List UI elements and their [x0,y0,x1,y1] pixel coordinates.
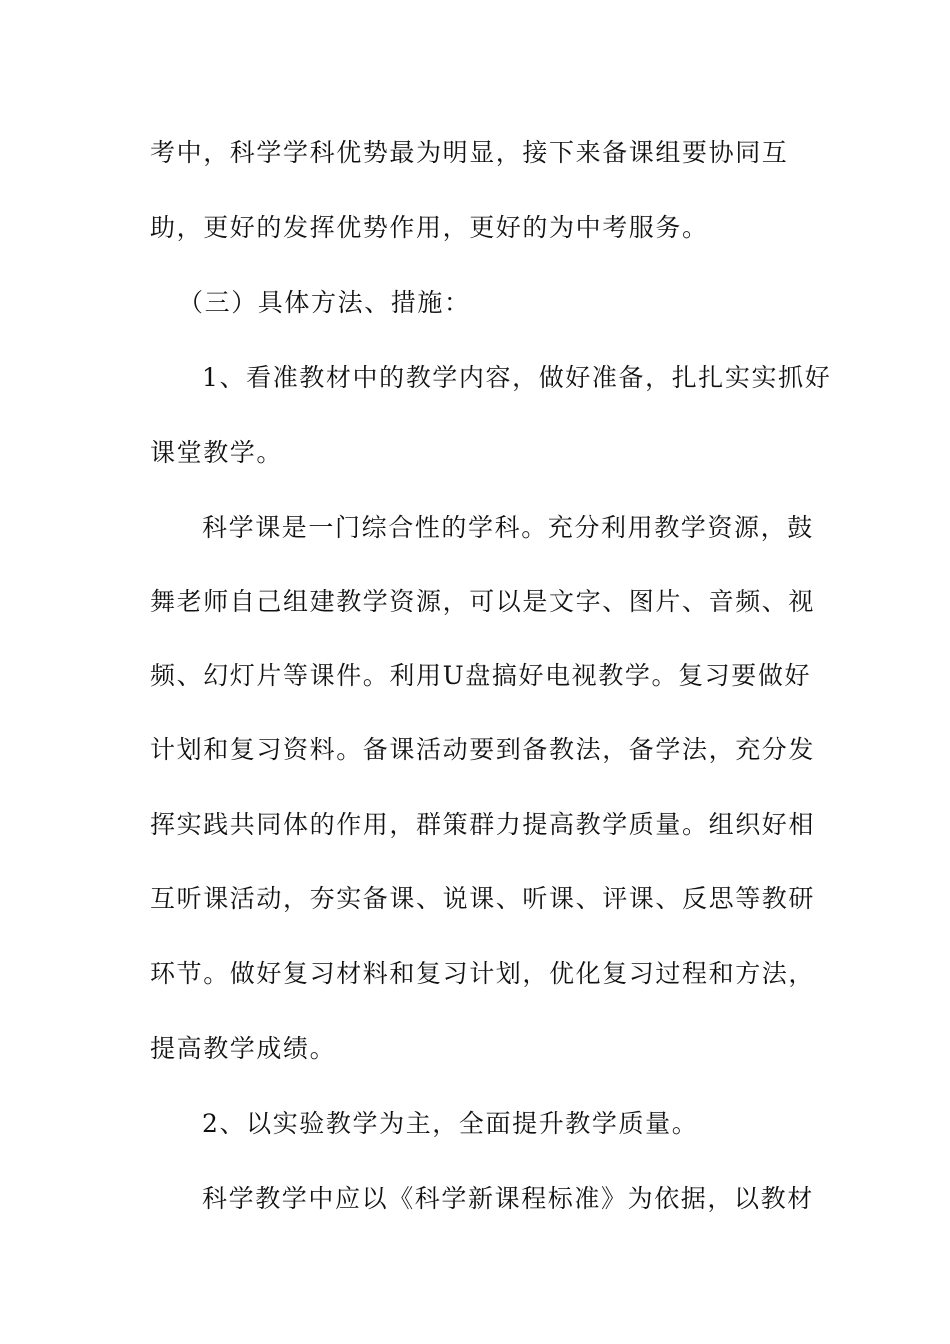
text-line: 舞老师自己组建教学资源，可以是文字、图片、音频、视 [150,587,816,616]
text-line: 计划和复习资料。备课活动要到备教法，备学法，充分发 [150,735,816,764]
text-line: 挥实践共同体的作用，群策群力提高教学质量。组织好相 [150,810,816,839]
text-line: 课堂教学。 [150,438,284,467]
text-line: 提高教学成绩。 [150,1034,337,1063]
text-line: 频、幻灯片等课件。利用U盘搞好电视教学。复习要做好 [150,661,812,690]
paragraph-start: 科学教学中应以《科学新课程标准》为依据，以教材 [202,1184,814,1213]
text-line: 助，更好的发挥优势作用，更好的为中考服务。 [150,213,709,242]
paragraph-start: 科学课是一门综合性的学科。充分利用教学资源，鼓 [202,513,814,542]
text-line: 环节。做好复习材料和复习计划，优化复习过程和方法， [150,959,816,988]
numbered-heading: 2、以实验教学为主，全面提升教学质量。 [202,1109,699,1138]
section-heading: （三）具体方法、措施： [178,288,471,317]
text-line: 考中，科学学科优势最为明显，接下来备课组要协同互 [150,138,789,167]
numbered-heading: 1、看准教材中的教学内容，做好准备，扎扎实实抓好 [202,363,832,392]
text-line: 互听课活动，夯实备课、说课、听课、评课、反思等教研 [150,884,816,913]
